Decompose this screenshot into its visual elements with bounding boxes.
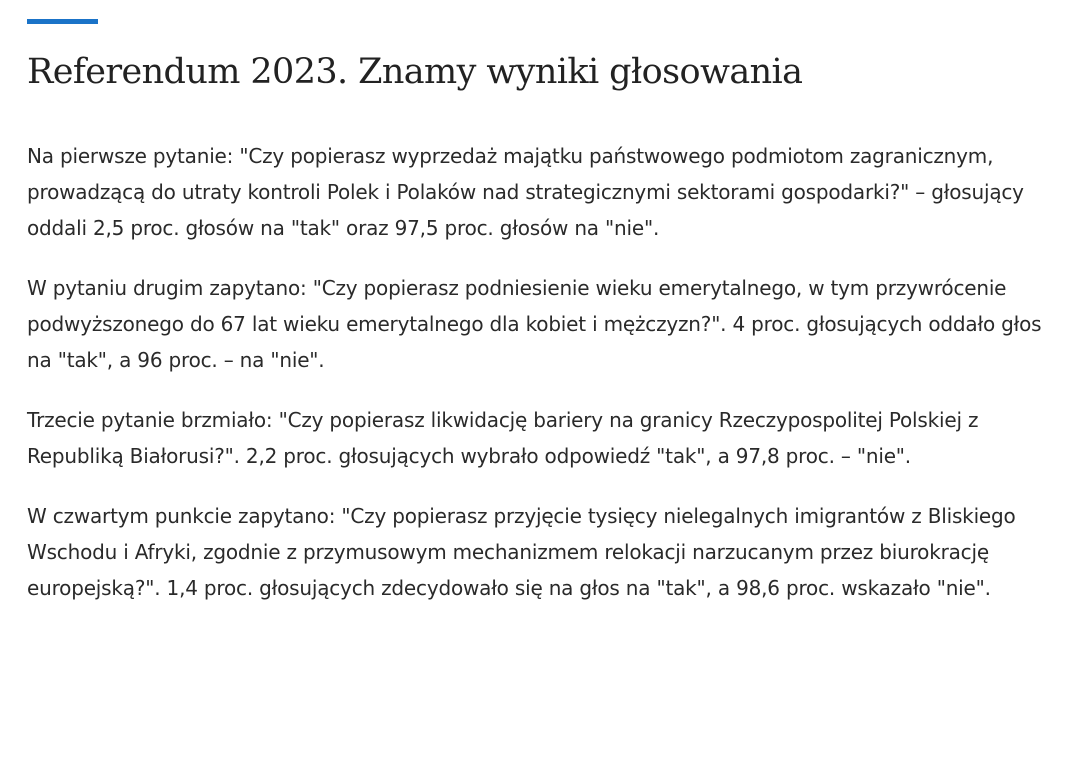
- paragraph-question-3: Trzecie pytanie brzmiało: "Czy popierasz likwidację bariery na granicy Rzeczypospolitej Polskiej z Republiką Białorusi?". 2,2 proc. głosujących wybrało odpowiedź "tak", a 97,8 proc. – "nie".: [27, 408, 979, 468]
- paragraph-question-1: Na pierwsze pytanie: "Czy popierasz wyprzedaż majątku państwowego podmiotom zagranicznym, prowadzącą do utraty kontroli Polek i Polaków nad strategicznymi sektorami gospodarki?" – głosujący oddali 2,5 proc. głosów na "tak" oraz 97,5 proc. głosów na "nie".: [27, 144, 1024, 240]
- paragraph-question-2: W pytaniu drugim zapytano: "Czy popierasz podniesienie wieku emerytalnego, w tym przywrócenie podwyższonego do 67 lat wieku emerytalnego dla kobiet i mężczyzn?". 4 proc. głosujących oddało głos na "tak", a 96 proc. – na "nie".: [27, 276, 1042, 372]
- title-accent-bar: [27, 19, 98, 24]
- article-body: [27, 138, 1047, 630]
- paragraph-question-4: W czwartym punkcie zapytano: "Czy popierasz przyjęcie tysięcy nielegalnych imigrantów z Bliskiego Wschodu i Afryki, zgodnie z przymusowym mechanizmem relokacji narzucanym przez biurokrację europejską?". 1,4 proc. głosujących zdecydowało się na głos na "tak", a 98,6 proc. wskazało "nie".: [27, 504, 1016, 600]
- article-title: Referendum 2023. Znamy wyniki głosowania: [27, 52, 803, 92]
